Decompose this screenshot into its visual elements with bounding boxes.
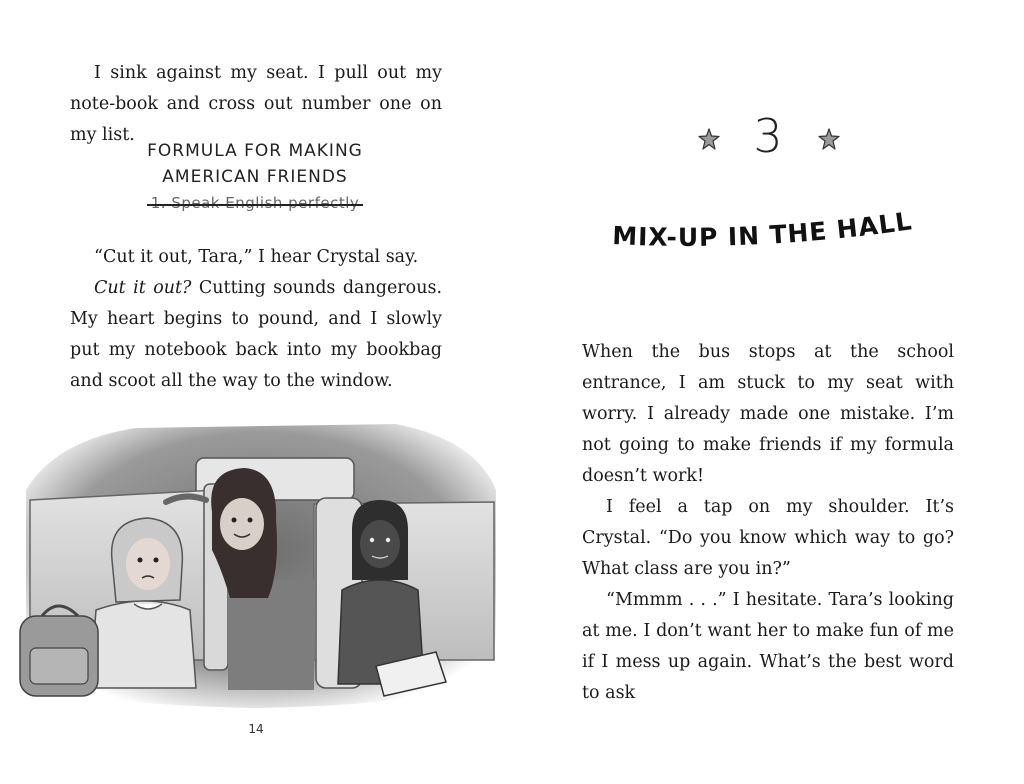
page-number: 14 xyxy=(248,722,264,736)
formula-item-struck: 1. Speak English perfectly xyxy=(151,190,360,216)
paragraph: “Cut it out, Tara,” I hear Crystal say. xyxy=(94,247,419,267)
left-text-bottom xyxy=(70,242,442,397)
chapter-title-svg xyxy=(602,200,942,270)
paragraph-rest: Cutting sounds dangerous. My heart begins to pound, and I slowly put my notebook back into my bookbag and scoot all the way to the window. xyxy=(70,278,443,391)
formula-title-line-2: AMERICAN FRIENDS xyxy=(162,167,348,187)
svg-text:MIX-UP IN THE HALL xyxy=(612,206,914,252)
chapter-number: 3 xyxy=(753,109,783,163)
star-icon xyxy=(818,128,840,150)
italic-phrase: Cut it out? xyxy=(94,278,192,298)
bus-illustration-svg xyxy=(16,420,502,710)
formula-list xyxy=(130,138,380,216)
right-page xyxy=(512,0,1024,784)
paragraph: “Mmmm . . .” I hesitate. Tara’s looking at me. I don’t want her to make fun of me if I mess up again. What’s the best word to ask xyxy=(582,590,954,703)
bookbag xyxy=(20,606,98,696)
star-icon xyxy=(698,128,720,150)
paragraph xyxy=(70,273,442,397)
paragraph: When the bus stops at the school entrance, I am stuck to my seat with worry. I already made one mistake. I’m not going to make friends if my formula doesn’t work! xyxy=(582,342,954,486)
paragraph: I sink against my seat. I pull out my note-book and cross out number one on my list. xyxy=(70,63,442,145)
bus-illustration xyxy=(16,420,502,710)
chapter-title-text: MIX-UP IN THE HALL xyxy=(611,206,915,252)
right-text xyxy=(582,337,954,709)
chapter-title xyxy=(602,200,942,270)
paragraph: I feel a tap on my shoulder. It’s Crystal. “Do you know which way to go? What class are you in?” xyxy=(582,497,954,579)
chapter-header xyxy=(512,110,1024,170)
formula-title-line-1: FORMULA FOR MAKING xyxy=(147,141,363,161)
